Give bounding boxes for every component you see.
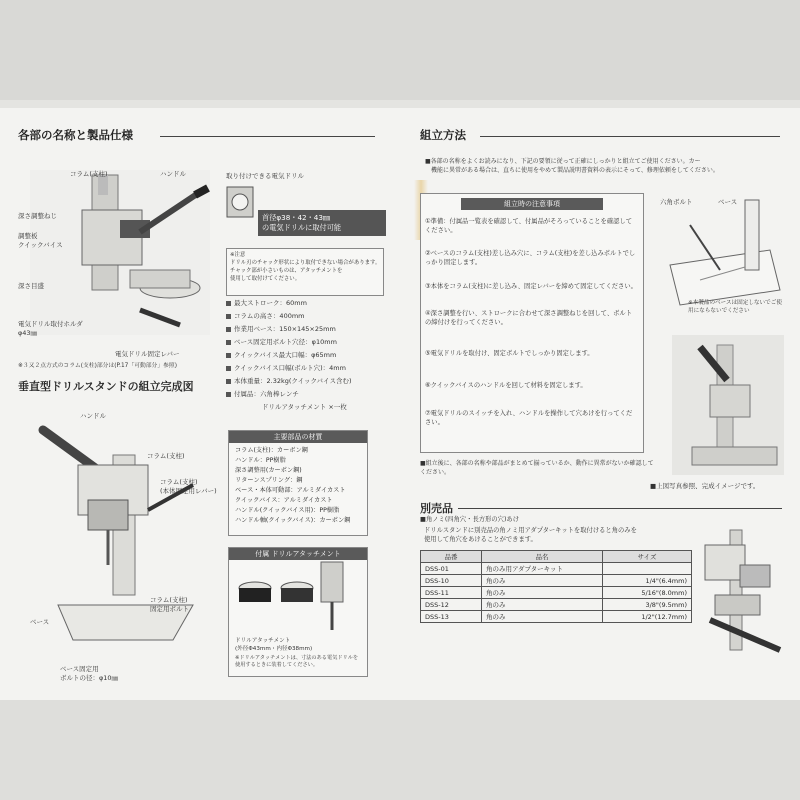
page-top-edge — [0, 100, 800, 108]
table-header: 品名 — [482, 551, 603, 563]
assembly-intro: ■各部の名称をよくお読みになり、下記の要領に従って正確にしっかりと組立てご使用ください。カー 機能に異常がある場合は、直ちに使用をやめて製品説明書資料の表示にそって、修理依頼をしてください。 — [425, 158, 719, 174]
table-row — [421, 611, 692, 623]
table-row — [421, 599, 692, 611]
right-title-rule — [480, 136, 780, 137]
table-cell: 角のみ — [482, 611, 603, 623]
table-header-row — [421, 551, 692, 563]
section-title-assembly: 組立方法 — [420, 128, 466, 142]
materials-box — [228, 430, 368, 536]
step-2: ②ベースのコラム(支柱)差し込み穴に、コラム(支柱)を差し込みボルトでしっかり固定します。 — [425, 250, 636, 266]
label2-column-bolt: コラム(支柱) 固定用ボルト — [150, 596, 189, 613]
material-7: ハンドル軸(クイックバイス)：カーボン鋼 — [235, 517, 351, 524]
caption-note: ※３又２点方式のコラム(支柱)部分は(P.17「可動部分」参照) — [18, 363, 177, 369]
label2-base-bolt: ベース固定用 ボルトの径：φ10㎜ — [60, 665, 119, 682]
warning-title: 組立時の注意事項 — [461, 198, 603, 210]
optional-parts-table — [420, 550, 692, 623]
step-7: ⑦電気ドリルのスイッチを入れ、ハンドルを操作して穴あけを行ってください。 — [425, 410, 633, 426]
spec-7: 付属品：六角棒レンチ — [226, 389, 299, 398]
table-cell: DSS-10 — [421, 575, 482, 587]
drill-stand-parts-illustration — [30, 170, 210, 335]
diagram-label-bolt: 六角ボルト — [660, 198, 693, 206]
table-cell: 角のみ — [482, 587, 603, 599]
section-title-parts: 各部の名称と製品仕様 — [18, 128, 133, 142]
drill-holder-icon — [222, 182, 262, 232]
step-6: ⑥クイックバイスのハンドルを回して材料を固定します。 — [425, 382, 587, 389]
page-background — [0, 700, 800, 800]
spec-2: 作業用ベース：150×145×25mm — [226, 324, 336, 333]
table-cell: 3/8"(9.5mm) — [603, 599, 692, 611]
table-cell — [603, 563, 692, 575]
table-row — [421, 587, 692, 599]
material-4: ベース・本体可動部：アルミダイカスト — [235, 487, 346, 494]
spec-0: 最大ストローク：60mm — [226, 298, 307, 307]
table-header: 品番 — [421, 551, 482, 563]
table-row — [421, 575, 692, 587]
table-cell: 角のみ — [482, 599, 603, 611]
diagram-note: ※本製品のベースは固定しないでご使用にならないでください — [688, 300, 782, 314]
label2-handle: ハンドル — [80, 412, 106, 420]
label2-lever: コラム(支柱) (本体固定用レバー) — [160, 478, 217, 495]
attachment-label: ドリルアタッチメント (外径Φ43mm・内径Φ38mm) — [235, 638, 313, 652]
completed-stand-photo — [672, 335, 784, 475]
table-cell: DSS-12 — [421, 599, 482, 611]
label-fixing-lever: 電気ドリル固定レバー — [115, 350, 180, 358]
material-2: 深さ調整用(カーボン鋼) — [235, 467, 302, 474]
section-title-assembly-diagram: 垂直型ドリルスタンドの組立完成図 — [18, 380, 194, 393]
step-1: ①準備：付属品一覧表を確認して、付属品がそろっていることを確認してください。 — [425, 218, 633, 234]
spec-8: ドリルアタッチメント ×一枚 — [262, 403, 347, 411]
material-6: ハンドル(クイックバイス用)：PP樹脂 — [235, 507, 340, 514]
label2-column: コラム(支柱) — [147, 452, 185, 460]
table-cell: 1/2"(12.7mm) — [603, 611, 692, 623]
attachment-illustration — [229, 560, 365, 634]
spec-5: クイックバイス口幅(ボルト穴)：4mm — [226, 363, 346, 372]
spec-1: コラムの高さ：400mm — [226, 311, 305, 320]
section-title-separate: 別売品 — [420, 502, 453, 515]
attachment-title: 付属 ドリルアタッチメント — [229, 548, 367, 560]
material-3: リターンスプリング：鋼 — [235, 477, 303, 484]
label-column: コラム(支柱) — [70, 170, 108, 178]
attachment-box — [228, 547, 368, 677]
label-drill-mount: 電気ドリル取付ホルダ φ43㎜ — [18, 320, 83, 337]
attachment-note: ※ドリルアタッチメントは、寸法のある電気ドリルを 使用するときに装着してください。 — [235, 655, 359, 668]
material-0: コラム(支柱)：カーボン鋼 — [235, 447, 308, 454]
adapter-note: ※注意 ドリル刃のチャック形状により取付できない場合があります。 チャック部が小さいものは、アタッチメントを 使用して取付けてください。 — [226, 248, 384, 296]
material-1: ハンドル：PP樹脂 — [235, 457, 286, 464]
table-row — [421, 563, 692, 575]
separate-subtitle: ■角ノミ(四角穴・長方形の穴)あけ — [420, 516, 520, 523]
spec-4: クイックバイス最大口幅：φ65mm — [226, 350, 336, 359]
table-cell: DSS-01 — [421, 563, 482, 575]
table-cell: 5/16"(8.0mm) — [603, 587, 692, 599]
table-header: サイズ — [603, 551, 692, 563]
spec-6: 本体重量：2.32kg(クイックバイス含む) — [226, 376, 352, 385]
separate-rule — [458, 508, 782, 509]
table-cell: 1/4"(6.4mm) — [603, 575, 692, 587]
diagram-label-base: ベース — [718, 198, 738, 206]
table-cell: DSS-13 — [421, 611, 482, 623]
adapter-heading: 取り付けできる電気ドリル — [226, 172, 304, 180]
label2-base: ベース — [30, 618, 50, 626]
assembly-bottom-note: ■組立後に、各部の名称や部品がまとめて揃っているか、動作に異常がないか確認してください。 — [420, 460, 654, 476]
spec-3: ベース固定用ボルト穴径：φ10mm — [226, 337, 337, 346]
table-cell: DSS-11 — [421, 587, 482, 599]
label-depth-adjust: 深さ調整ねじ — [18, 212, 57, 220]
label-depth-gauge: 深さ目盛 — [18, 282, 44, 290]
material-5: クイックバイス：アルミダイカスト — [235, 497, 333, 504]
adapter-banner: 首径φ38・42・43㎜ の電気ドリルに取付可能 — [258, 210, 386, 236]
table-cell: 角のみ用アダプターキット — [482, 563, 603, 575]
step-4: ④深さ調整を行い、ストロークに合わせて深さ調整ねじを回して、ボルトの締付けを行ってください。 — [425, 310, 633, 326]
step-3: ③本体をコラム(支柱)に差し込み、固定レバーを締めて固定してください。 — [425, 283, 637, 290]
step-5: ⑤電気ドリルを取付け、固定ボルトでしっかり固定します。 — [425, 350, 594, 357]
completion-caption: ■上図写真参照、完成イメージです。 — [650, 482, 760, 490]
separate-description: ドリルスタンドに別売品の角ノミ用アダプターキットを取付けると角のみを 使用して角穴をあけることができます。 — [424, 527, 637, 543]
title-rule — [160, 136, 375, 137]
mortise-adapter-photo — [690, 525, 785, 655]
label-handle: ハンドル — [160, 170, 186, 178]
label-quick-vise: 調整板 クイックバイス — [18, 232, 63, 249]
table-cell: 角のみ — [482, 575, 603, 587]
materials-title: 主要部品の材質 — [229, 431, 367, 443]
